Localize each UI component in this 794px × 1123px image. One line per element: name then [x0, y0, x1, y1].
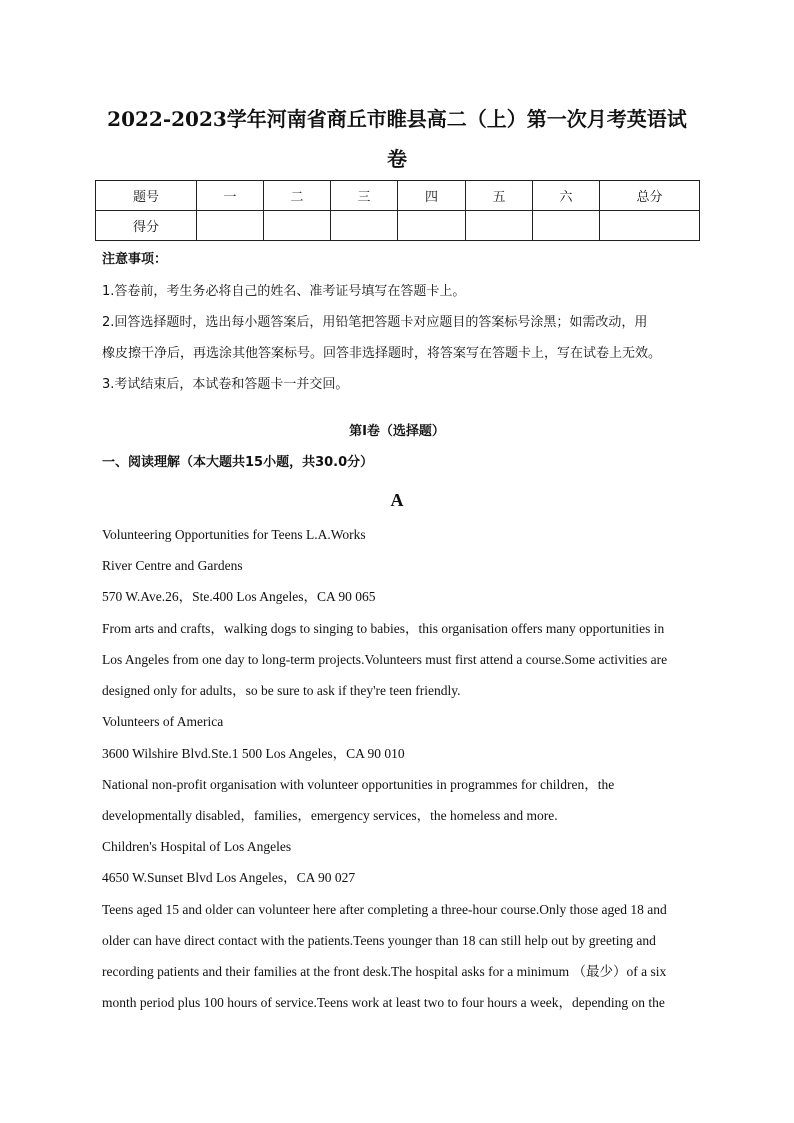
score-table-header-cell: 题号	[96, 181, 197, 211]
score-table-header-cell: 四	[398, 181, 466, 211]
score-cell	[197, 211, 264, 241]
notice-item-2-line-2: 橡皮擦干净后，再选涂其他答案标号。回答非选择题时，将答案写在答题卡上，写在试卷上无效。	[102, 346, 662, 361]
notice-item-1: 1.答卷前，考生务必将自己的姓名、准考证号填写在答题卡上。	[102, 284, 466, 299]
score-table-header-cell: 总分	[600, 181, 700, 211]
passage-line: developmentally disabled，families，emergency services，the homeless and more.	[102, 808, 558, 823]
passage-line: Teens aged 15 and older can volunteer here after completing a three-hour course.Only those aged 18 and	[102, 902, 667, 917]
score-table	[95, 180, 700, 241]
passage-line: 570 W.Ave.26，Ste.400 Los Angeles，CA 90 065	[102, 589, 376, 604]
passage-line: Children's Hospital of Los Angeles	[102, 839, 292, 854]
notice-item-2-line-1: 2.回答选择题时，选出每小题答案后，用铅笔把答题卡对应题目的答案标号涂黑；如需改动，用	[102, 315, 648, 330]
score-table-header-row	[96, 181, 700, 211]
passage-line: 3600 Wilshire Blvd.Ste.1 500 Los Angeles，CA 90 010	[102, 746, 405, 761]
score-table-header-cell: 六	[533, 181, 600, 211]
passage-line: recording patients and their families at the front desk.The hospital asks for a minimum （最少）of a six	[102, 964, 667, 979]
passage-line: designed only for adults，so be sure to ask if they're teen friendly.	[102, 683, 461, 698]
score-table-header-cell: 一	[197, 181, 264, 211]
score-row-label: 得分	[96, 211, 197, 241]
passage-line: 4650 W.Sunset Blvd Los Angeles，CA 90 027	[102, 870, 356, 885]
score-cell	[264, 211, 331, 241]
score-table-header-cell: 二	[264, 181, 331, 211]
score-cell	[533, 211, 600, 241]
score-table-header-cell: 五	[466, 181, 533, 211]
exam-title-line-1: 2022-2023学年河南省商丘市睢县高二（上）第一次月考英语试	[107, 107, 687, 131]
passage-line: National non-profit organisation with volunteer opportunities in programmes for children，the	[102, 777, 615, 792]
passage-line: From arts and crafts，walking dogs to singing to babies，this organisation offers many opportunities in	[102, 621, 665, 636]
passage-line: Volunteers of America	[102, 714, 224, 729]
passage-line: month period plus 100 hours of service.Teens work at least two to four hours a week，depending on the	[102, 995, 665, 1010]
score-table-score-row	[96, 211, 700, 241]
passage-line: River Centre and Gardens	[102, 558, 243, 573]
section-title: 一、阅读理解（本大题共15小题，共30.0分）	[102, 455, 374, 470]
score-cell	[600, 211, 700, 241]
exam-title-line-2: 卷	[387, 147, 407, 171]
notice-heading: 注意事项：	[102, 252, 168, 267]
notice-item-3: 3.考试结束后，本试卷和答题卡一并交回。	[102, 377, 349, 392]
score-cell	[331, 211, 398, 241]
score-cell	[466, 211, 533, 241]
passage-line: Los Angeles from one day to long-term projects.Volunteers must first attend a course.Some activities are	[102, 652, 668, 667]
passage-line: older can have direct contact with the patients.Teens younger than 18 can still help out by greeting and	[102, 933, 656, 948]
score-table-header-cell: 三	[331, 181, 398, 211]
passage-line: Volunteering Opportunities for Teens L.A.Works	[102, 527, 366, 542]
part-title: 第Ⅰ卷（选择题）	[349, 424, 445, 439]
passage-label: A	[390, 490, 404, 510]
score-cell	[398, 211, 466, 241]
